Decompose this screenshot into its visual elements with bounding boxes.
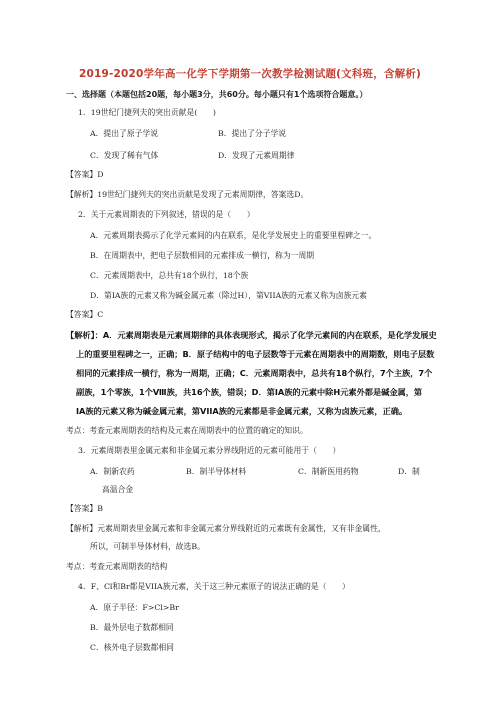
q1-option-a: A．提出了原子学说 xyxy=(90,129,159,138)
q1-explanation xyxy=(66,190,308,200)
q1-option-b: B．提出了分子学说 xyxy=(218,129,287,138)
q2-option-c: C．元素周期表中，总共有18个纵行，18个族 xyxy=(90,271,249,280)
explain-text: 19世纪门捷列夫的突出贡献是发现了元素周期律，答案选D。 xyxy=(97,190,309,199)
q3-option-d: D．制 xyxy=(398,467,420,476)
q3-stem: 3．元素周期表里金属元素和非金属元素分界线附近的元素可能用于（ ） xyxy=(78,446,341,455)
q1-stem: 1．19世纪门捷列夫的突出贡献是( ) xyxy=(78,108,216,117)
q2-option-d: D．第IA族的元素又称为碱金属元素（除过H），第VIIA族的元素又称为卤族元素 xyxy=(90,291,367,300)
q1-option-c: C．发现了稀有气体 xyxy=(90,151,159,160)
q4-option-b: B．最外层电子数都相同 xyxy=(90,623,174,632)
q3-option-d-continued: 高温合金 xyxy=(102,485,134,494)
q2-option-a: A．元素周期表揭示了化学元素间的内在联系，是化学发展史上的重要里程碑之一。 xyxy=(90,231,377,240)
q3-answer xyxy=(66,504,103,514)
q3-explanation-line-2: 所以，可制半导体材料，故选B。 xyxy=(90,542,205,551)
explain-tag: 【解析】 xyxy=(66,524,98,533)
q1-option-d: D．发现了元素周期律 xyxy=(218,151,295,160)
q3-kaodian: 考点：考查元素周期表的结构 xyxy=(66,562,168,571)
answer-tag: 【答案】 xyxy=(66,170,98,179)
answer-tag: 【答案】 xyxy=(66,310,98,319)
answer-tag: 【答案】 xyxy=(66,504,98,513)
document-title: 2019-2020学年高一化学下学期第一次教学检测试题(文科班，含解析) xyxy=(78,68,422,80)
answer-value: B xyxy=(97,504,103,513)
q4-stem: 4．F、Cl和Br都是VIIA族元素，关于这三种元素原子的说法正确的是（ ） xyxy=(78,582,350,591)
q2-option-b: B．在周期表中，把电子层数相同的元素排成一横行，称为一周期 xyxy=(90,251,315,260)
section-heading: 一、选择题（本题包括20题，每小题3分，共60分。每小题只有1个选项符合题意。） xyxy=(66,90,368,99)
q2-explanation-line-5: IA族的元素又称为碱金属元素，第VIIA族的元素都是非金属元素，又称为卤族元素，正确。 xyxy=(76,406,408,416)
explain-text: ：A．元素周期表是元素周期律的具体表现形式，揭示了化学元素间的内在联系，是化学发展史 xyxy=(94,330,437,340)
explain-tag: 【解析】 xyxy=(66,330,95,340)
q2-explanation-line-2: 上的重要里程碑之一，正确；B．原子结构中的电子层数等于元素在周期表中的周期数，则电子层数 xyxy=(76,349,435,359)
q4-option-c: C．核外电子层数都相同 xyxy=(90,643,174,652)
q1-answer xyxy=(66,170,103,180)
q4-option-a: A．原子半径：F>Cl>Br xyxy=(90,603,179,612)
q2-explanation-line-1 xyxy=(66,330,437,340)
answer-value: D xyxy=(97,170,104,179)
q2-stem: 2．关于元素周期表的下列叙述，错误的是（ ） xyxy=(78,210,255,219)
q3-option-b: B．制半导体材料 xyxy=(186,467,247,476)
q3-explanation xyxy=(66,524,386,534)
q2-kaodian: 考点：考查元素周期表的结构及元素在周期表中的位置的确定的知识。 xyxy=(66,426,308,435)
explain-text: 元素周期表里金属元素和非金属元素分界线附近的元素既有金属性，又有非金属性， xyxy=(97,524,386,533)
explain-tag: 【解析】 xyxy=(66,190,98,199)
answer-value: C xyxy=(97,310,104,319)
q2-explanation-line-4: 副族，1个零族，1个Ⅷ族，共16个族，错误；D．第IA族的元素中除H元素外都是碱金属，第 xyxy=(76,387,423,397)
q2-answer xyxy=(66,310,103,320)
q3-option-a: A．制新农药 xyxy=(90,467,135,476)
q3-option-c: C．制新医用药物 xyxy=(298,467,359,476)
q2-explanation-line-3: 相同的元素排成一横行，称为一周期，正确；C．元素周期表中，总共有18个纵行，7个主族，7个 xyxy=(76,368,433,378)
